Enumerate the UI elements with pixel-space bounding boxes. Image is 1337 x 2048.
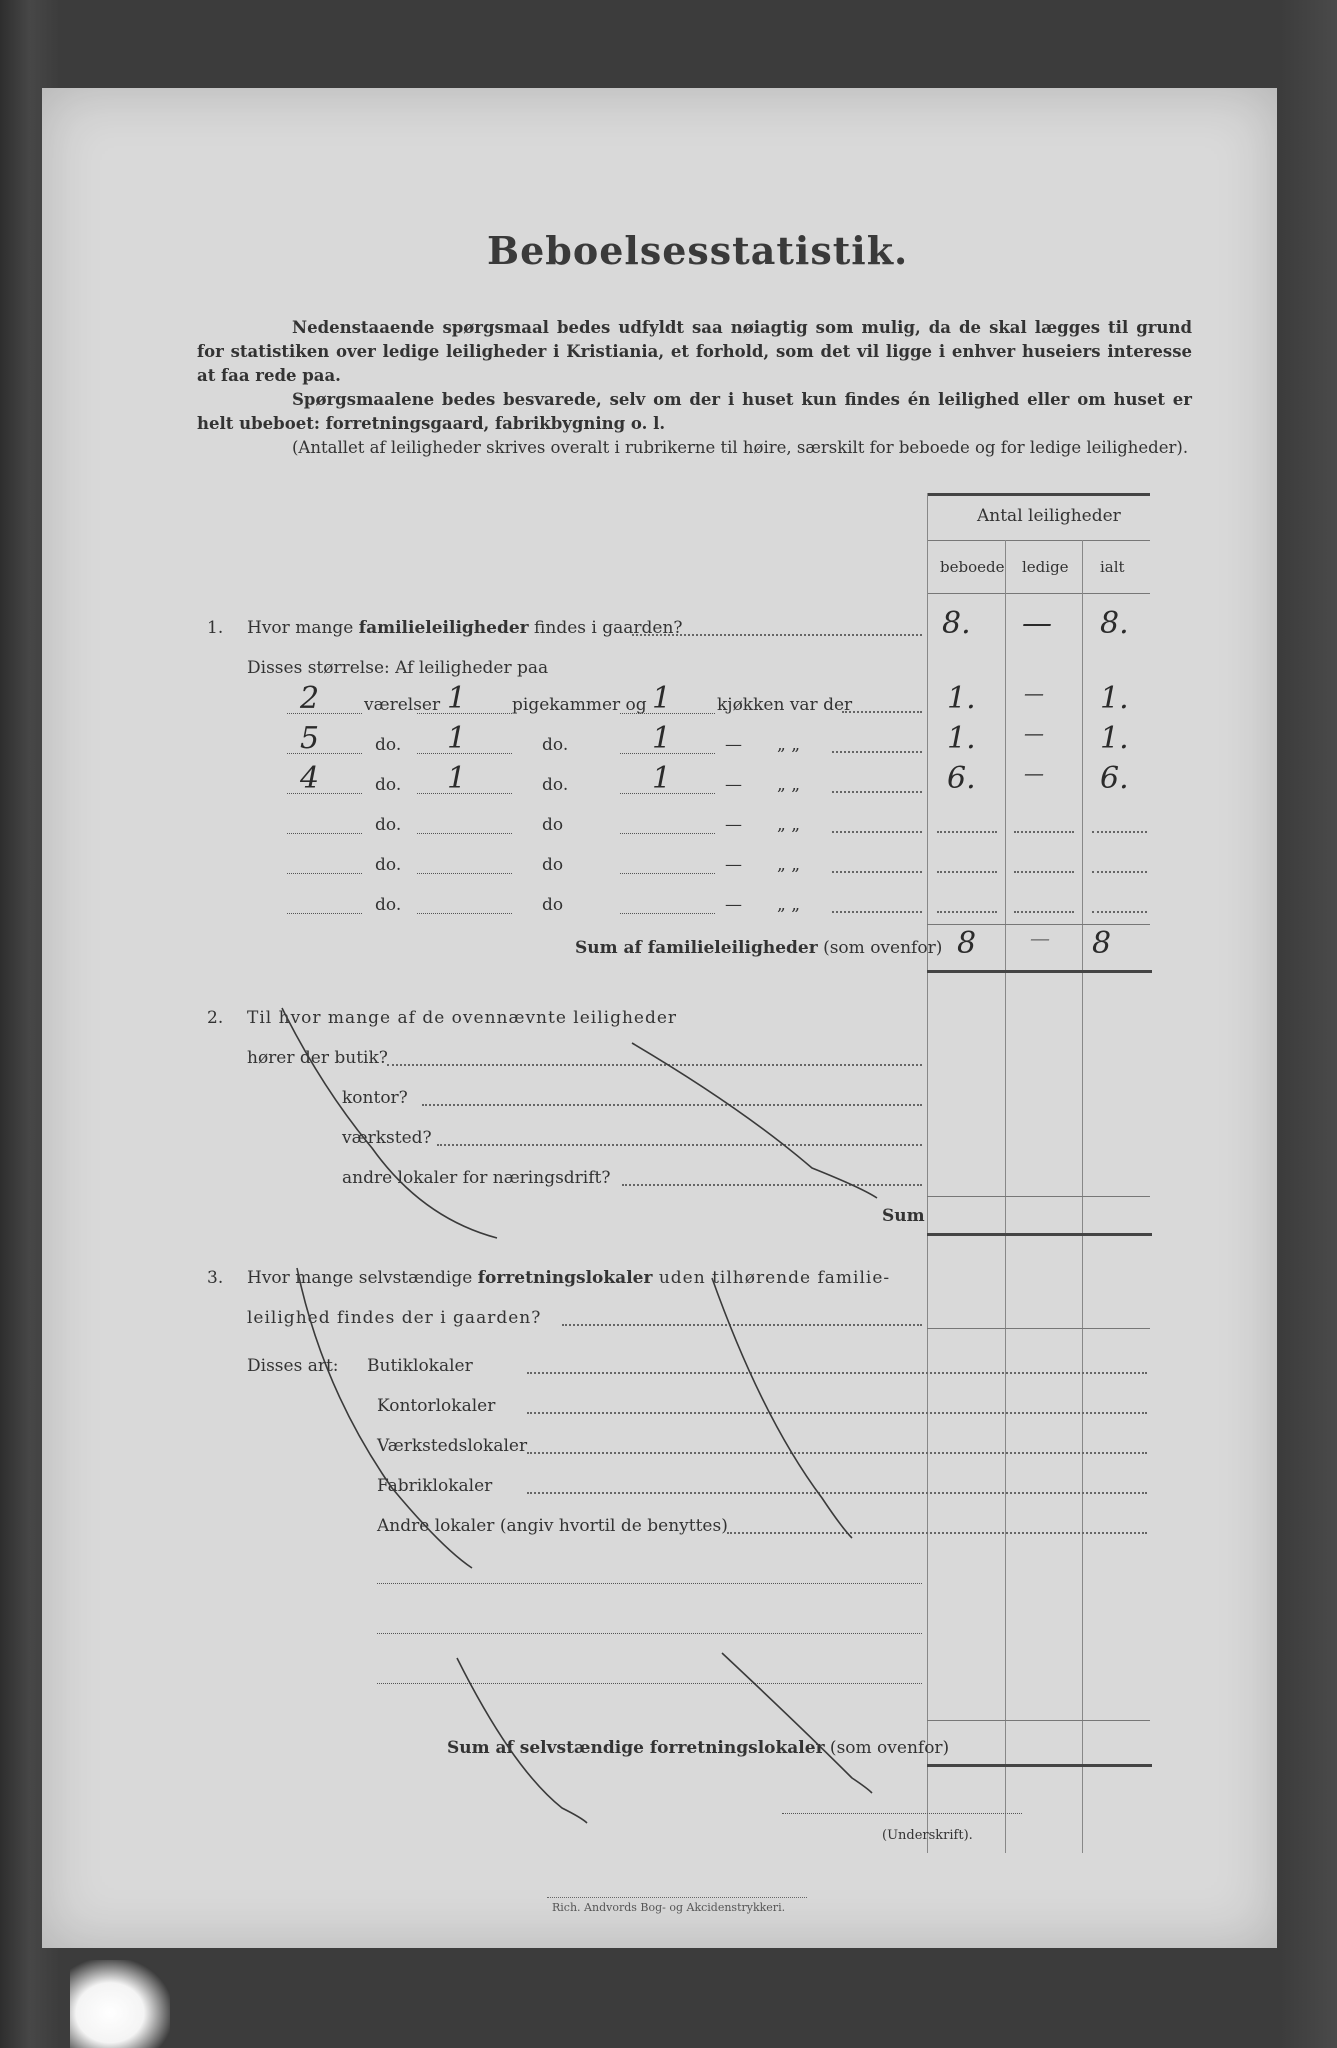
q2-sum-label: Sum bbox=[882, 1206, 925, 1226]
size-row-label-quotes: „ „ bbox=[777, 775, 801, 795]
size-row-label-quotes: „ „ bbox=[777, 815, 801, 835]
form-sheet bbox=[42, 88, 1277, 1948]
q2-number: 2. bbox=[207, 1008, 224, 1028]
scan-glare bbox=[70, 1960, 170, 2048]
form-title: Beboelsesstatistik. bbox=[487, 228, 909, 273]
q2-item-butik: hører der butik? bbox=[247, 1048, 388, 1068]
size-row-beboede-value: 1. bbox=[947, 681, 976, 716]
cancel-strokes bbox=[42, 88, 1277, 1948]
size-row-kjokken-value: 1 bbox=[652, 761, 672, 796]
size-row-label-quotes: „ „ bbox=[777, 735, 801, 755]
size-row-label-do: do bbox=[542, 895, 564, 915]
size-row-label-do: do. bbox=[542, 775, 569, 795]
size-row-beboede-value: 6. bbox=[947, 761, 976, 796]
size-row-ledige-value: — bbox=[1024, 681, 1044, 705]
size-row-ledige-value: — bbox=[1024, 721, 1044, 745]
size-row-label-do: do. bbox=[542, 735, 569, 755]
size-row-label-dash: — bbox=[725, 895, 742, 915]
size-row-label-do: do. bbox=[375, 895, 402, 915]
header-ialt: ialt bbox=[1100, 558, 1125, 576]
cancel-stroke-bottom-right bbox=[722, 1653, 872, 1793]
size-row-kjokken-value: 1 bbox=[652, 681, 672, 716]
q3-art-label: Disses art: bbox=[247, 1356, 339, 1376]
size-row-label-quotes: „ „ bbox=[777, 895, 801, 915]
size-row-kjokken-value: 1 bbox=[652, 721, 672, 756]
q3-item: Andre lokaler (angiv hvortil de benyttes) bbox=[377, 1516, 728, 1536]
size-row-label-do: do bbox=[542, 855, 564, 875]
q3-question-line1: Hvor mange selvstændige forretningslokaler uden tilhørende familie- bbox=[247, 1268, 891, 1288]
q1-ialt-value: 8. bbox=[1100, 606, 1129, 641]
q3-item: Værkstedslokaler bbox=[377, 1436, 528, 1456]
q3-sum-label: Sum af selvstændige forretningslokaler (som ovenfor) bbox=[447, 1738, 950, 1758]
header-antal-leiligheder: Antal leiligheder bbox=[977, 506, 1121, 526]
cancel-stroke-q2-left bbox=[282, 1008, 497, 1238]
q1-number: 1. bbox=[207, 618, 224, 638]
q1-sum-ledige: — bbox=[1030, 926, 1050, 950]
size-row-vaerelser-value: 5 bbox=[300, 721, 320, 756]
intro-paragraph-3: (Antallet af leiligheder skrives overalt i rubrikerne til høire, særskilt for beboede og for ledige leiligheder). bbox=[292, 438, 1189, 457]
cancel-stroke-q3-left bbox=[297, 1268, 472, 1568]
intro-paragraph-2: Spørgsmaalene bedes besvarede, selv om der i huset kun findes én leilighed eller om huset er helt ubeboet: forretningsgaard, fabrikbygning o. l. bbox=[197, 390, 1192, 433]
size-row-label-do: do. bbox=[375, 815, 402, 835]
cancel-stroke-q3-right bbox=[712, 1278, 852, 1538]
size-row-label-vaerelser: værelser bbox=[364, 695, 441, 715]
q3-question-line2: leilighed findes der i gaarden? bbox=[247, 1308, 542, 1328]
header-beboede: beboede bbox=[940, 558, 1005, 576]
q1-sum-beboede: 8 bbox=[957, 926, 977, 961]
size-row-label-do: do. bbox=[375, 855, 402, 875]
size-row-ialt-value: 1. bbox=[1100, 721, 1129, 756]
size-row-ledige-value: — bbox=[1024, 761, 1044, 785]
size-row-beboede-value: 1. bbox=[947, 721, 976, 756]
cancel-stroke-bottom-left bbox=[457, 1658, 587, 1823]
size-row-ialt-value: 1. bbox=[1100, 681, 1129, 716]
q1-ledige-value: — bbox=[1022, 606, 1052, 641]
q2-item-vaerksted: værksted? bbox=[342, 1128, 432, 1148]
size-row-vaerelser-value: 4 bbox=[300, 761, 320, 796]
q1-sizes-label: Disses størrelse: Af leiligheder paa bbox=[247, 658, 549, 678]
size-row-pigekammer-value: 1 bbox=[447, 761, 467, 796]
size-row-label-do: do bbox=[542, 815, 564, 835]
size-row-label-dash: — bbox=[725, 735, 742, 755]
size-row-label-do: do. bbox=[375, 735, 402, 755]
size-row-label-kjokken: kjøkken var der bbox=[717, 695, 853, 715]
size-row-label-pigekammer: pigekammer og bbox=[512, 695, 647, 715]
q2-question: Til hvor mange af de ovennævnte leiligheder bbox=[247, 1008, 678, 1028]
header-ledige: ledige bbox=[1022, 558, 1069, 576]
signature-label: (Underskrift). bbox=[882, 1828, 973, 1843]
size-row-label-dash: — bbox=[725, 815, 742, 835]
q2-item-kontor: kontor? bbox=[342, 1088, 408, 1108]
q1-question: Hvor mange familieleiligheder findes i gaarden? bbox=[247, 618, 683, 638]
size-row-label-quotes: „ „ bbox=[777, 855, 801, 875]
size-row-vaerelser-value: 2 bbox=[300, 681, 320, 716]
cancel-stroke-q2-right bbox=[632, 1043, 877, 1198]
size-row-pigekammer-value: 1 bbox=[447, 681, 467, 716]
q3-item: Kontorlokaler bbox=[377, 1396, 496, 1416]
printer-imprint: Rich. Andvords Bog- og Akcidenstrykkeri. bbox=[552, 1901, 786, 1914]
q3-item: Butiklokaler bbox=[367, 1356, 473, 1376]
q3-number: 3. bbox=[207, 1268, 224, 1288]
q2-item-andre: andre lokaler for næringsdrift? bbox=[342, 1168, 611, 1188]
size-row-label-do: do. bbox=[375, 775, 402, 795]
q3-item: Fabriklokaler bbox=[377, 1476, 493, 1496]
q1-sum-ialt: 8 bbox=[1092, 926, 1112, 961]
size-row-label-dash: — bbox=[725, 855, 742, 875]
size-row-pigekammer-value: 1 bbox=[447, 721, 467, 756]
intro-paragraph-1: Nedenstaaende spørgsmaal bedes udfyldt saa nøiagtig som mulig, da de skal lægges til grund for statistiken over ledige leiligheder i Kristiania, et forhold, som det vil ligge i enhver huseiers interesse at faa rede paa. bbox=[197, 318, 1192, 385]
size-row-ialt-value: 6. bbox=[1100, 761, 1129, 796]
q1-beboede-value: 8. bbox=[942, 606, 971, 641]
q1-sum-label: Sum af familieleiligheder (som ovenfor) bbox=[575, 938, 943, 958]
size-row-label-dash: — bbox=[725, 775, 742, 795]
